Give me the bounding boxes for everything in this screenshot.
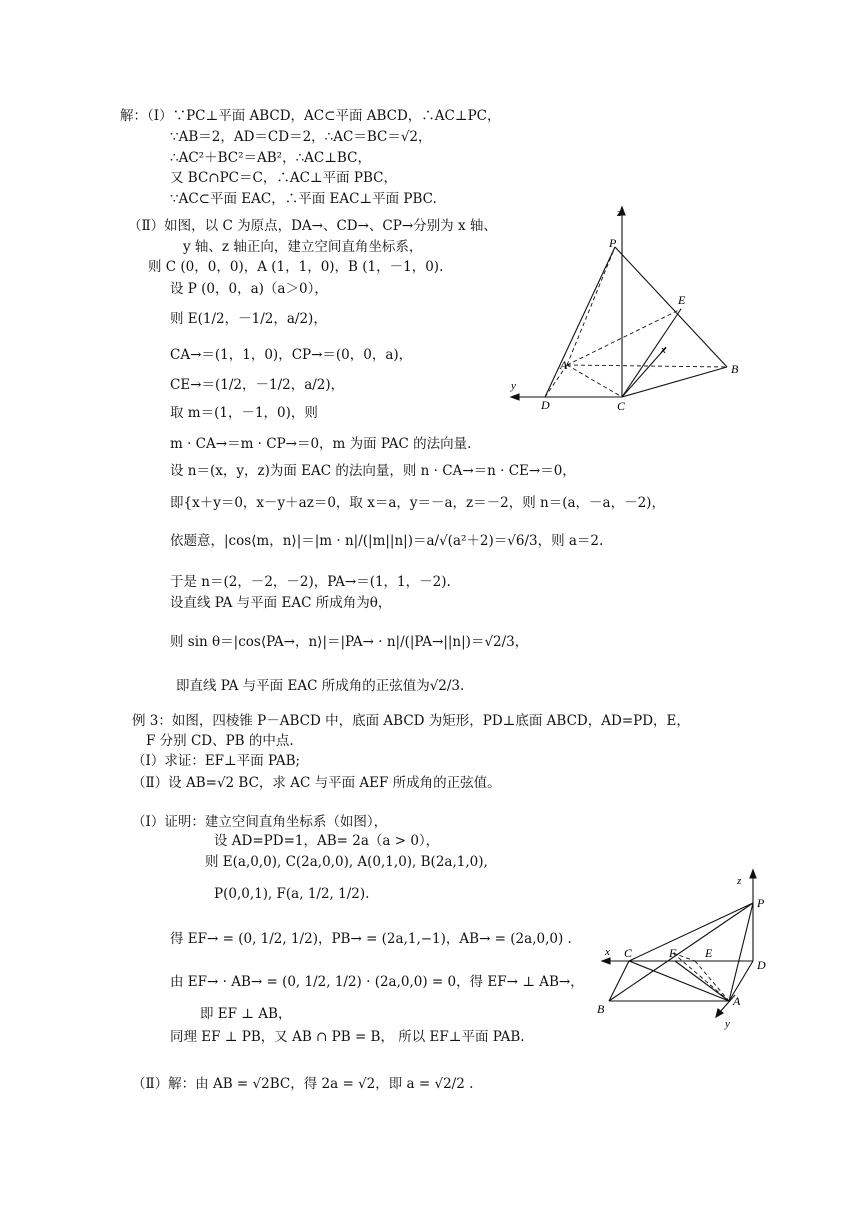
fig1-label-d: D [541,398,550,412]
proof-line-3: 则 E(a,0,0), C(2a,0,0), A(0,1,0), B(2a,1,0), [205,854,488,870]
proof-line-4: P(0,0,1), F(a, 1/2, 1/2). [214,886,370,902]
fig2-label-f: F [669,946,677,960]
solution-line-10: 则 E(1/2，－1/2，a/2)， [170,311,327,327]
fig1-label-e: E [678,293,686,307]
fig2-label-p: P [757,896,765,910]
fig2-label-y: y [725,1018,730,1030]
fig1-label-x: x [661,344,666,356]
proof-line-2: 设 AD=PD=1，AB= 2a（a > 0）， [214,833,440,849]
pyramid-figure-2 [595,865,785,1035]
proof-line-8: 同理 EF ⊥ PB，又 AB ∩ PB = B， 所以 EF⊥平面 PAB. [170,1029,525,1045]
proof-line-5: 得 EF→ = (0, 1/2, 1/2)，PB→ = (2a,1,−1)，AB→ = (2a,0,0) . [170,931,572,947]
example3-line-3: （Ⅰ）求证：EF⊥平面 PAB; [132,753,301,769]
solution-line-21: 即直线 PA 与平面 EAC 所成角的正弦值为√2/3. [176,678,465,694]
solution-line-7: y 轴、z 轴正向，建立空间直角坐标系， [183,239,423,255]
solution-line-5: ∵AC⊂平面 EAC，∴平面 EAC⊥平面 PBC. [170,191,437,207]
solution-line-1: 解：（Ⅰ）∵PC⊥平面 ABCD，AC⊂平面 ABCD，∴AC⊥PC， [120,108,501,124]
example3-line-4: （Ⅱ）设 AB=√2 BC，求 AC 与平面 AEF 所成角的正弦值。 [132,775,501,791]
solution-line-4: 又 BC∩PC＝C，∴AC⊥平面 PBC， [170,170,397,186]
solution-line-17: 依题意，|cos⟨m，n⟩|＝|m · n|/(|m||n|)＝a/√(a²＋2)＝√6/3，则 a＝2. [170,533,604,549]
solution-line-3: ∴AC²＋BC²＝AB²，∴AC⊥BC， [170,150,371,166]
fig2-label-b: B [597,1002,605,1016]
solution-line-11: CA→＝(1，1，0)，CP→＝(0，0，a)， [170,347,413,363]
solution-line-18: 于是 n＝(2，－2，－2)，PA→＝(1，1，－2). [170,574,451,590]
fig2-label-z: z [737,875,742,887]
solution-line-16: 即{x＋y＝0，x－y＋az＝0，取 x＝a，y＝－a，z＝－2，则 n＝(a，－a，－2)， [170,495,665,511]
solution-line-2: ∵AB＝2，AD＝CD＝2，∴AC＝BC＝√2， [170,129,432,145]
proof-line-9: （Ⅱ）解：由 AB = √2BC，得 2a = √2，即 a = √2/2 . [132,1076,474,1092]
proof-line-6: 由 EF→ · AB→ = (0, 1/2, 1/2) · (2a,0,0) = 0，得 EF→ ⊥ AB→， [170,974,584,990]
solution-line-9: 设 P (0，0，a)（a＞0）， [170,281,328,297]
fig1-label-p: P [609,236,617,250]
solution-line-13: 取 m＝(1，－1，0)，则 [170,405,318,421]
fig2-label-e: E [705,946,713,960]
pyramid-figure-1 [505,205,765,415]
solution-line-12: CE→＝(1/2，－1/2，a/2)， [170,377,345,393]
solution-line-20: 则 sin θ＝|cos⟨PA→，n⟩|＝|PA→ · n|/(|PA→||n|)＝√2/3， [170,634,529,650]
fig2-label-x: x [605,946,610,958]
fig2-label-d: D [757,958,766,972]
fig1-label-y: y [511,380,516,392]
solution-line-19: 设直线 PA 与平面 EAC 所成角为θ， [170,595,392,611]
solution-line-14: m · CA→＝m · CP→＝0，m 为面 PAC 的法向量. [170,436,472,452]
fig1-label-c: C [617,399,626,413]
fig1-label-a: A [560,358,568,372]
fig1-label-b: B [731,362,739,376]
fig2-label-c: C [624,946,633,960]
proof-line-7: 即 EF ⊥ AB， [200,1006,292,1022]
fig2-label-a: A [733,994,741,1008]
proof-line-1: （Ⅰ）证明：建立空间直角坐标系（如图）， [132,814,388,830]
solution-line-6: （Ⅱ）如图，以 C 为原点，DA→、CD→、CP→分别为 x 轴、 [128,218,497,234]
solution-line-15: 设 n＝(x，y，z)为面 EAC 的法向量，则 n · CA→＝n · CE→＝0， [170,463,576,479]
example3-line-2: F 分别 CD、PB 的中点. [146,733,294,749]
example3-line-1: 例 3：如图，四棱锥 P－ABCD 中，底面 ABCD 为矩形，PD⊥底面 ABCD，AD=PD，E， [132,713,690,729]
fig1-label-z: z [617,207,622,219]
solution-line-8: 则 C (0，0，0)，A (1，1，0)，B (1，－1，0). [148,259,444,275]
